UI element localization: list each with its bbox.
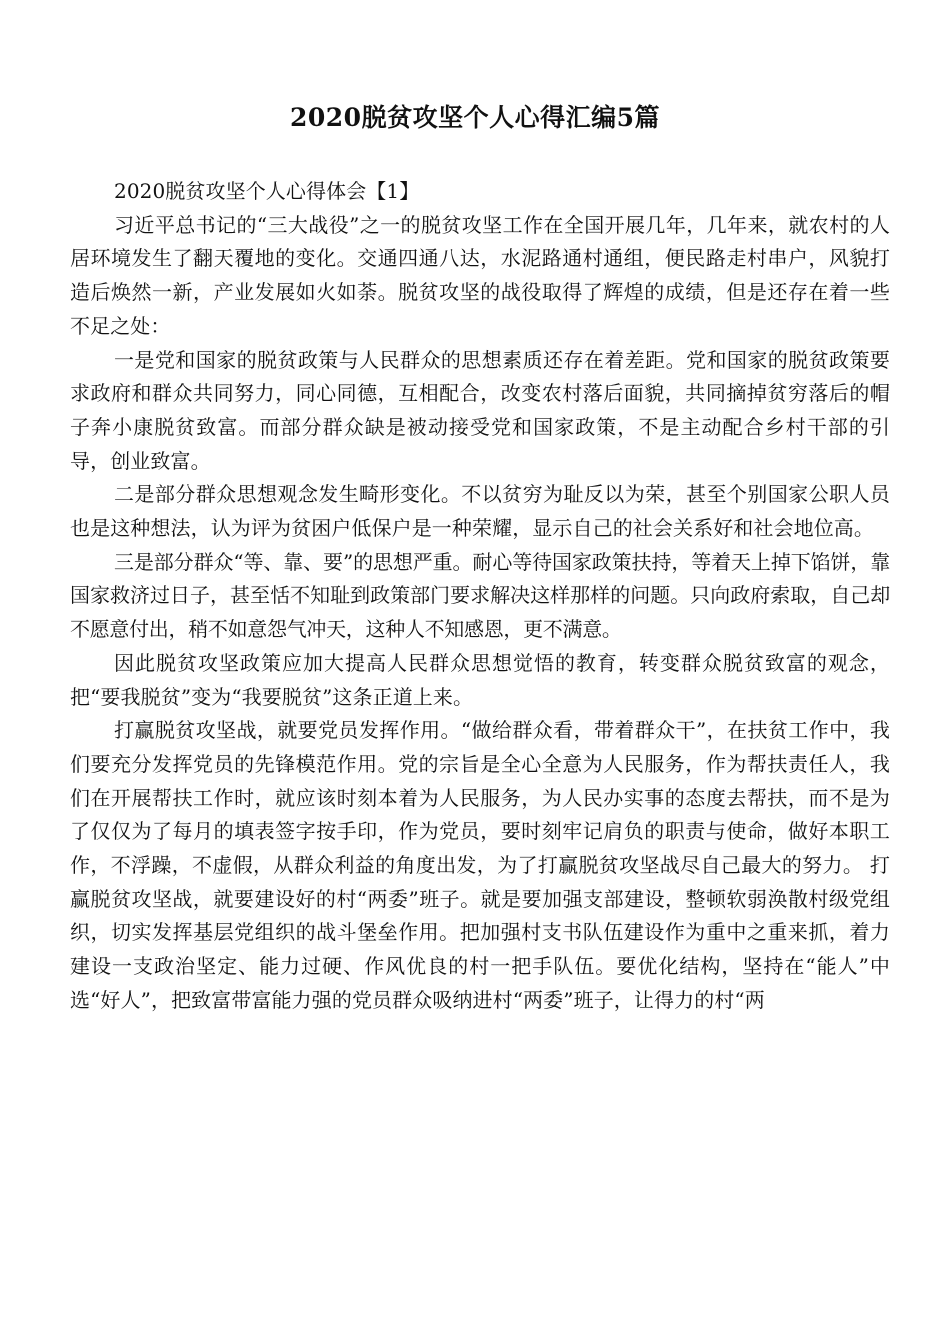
paragraph-point-three: 三是部分群众“等、靠、要”的思想严重。耐心等待国家政策扶持，等着天上掉下馅饼，靠国家救济过日子，甚至恬不知耻到政策部门要求解决这样那样的问题。只向政府索取，自己却不愿意付出，稍不如意怨气冲天，这种人不知感恩，更不满意。	[70, 549, 890, 642]
paragraph-intro: 习近平总书记的“三大战役”之一的脱贫攻坚工作在全国开展几年，几年来，就农村的人居环境发生了翻天覆地的变化。交通四通八达，水泥路通村通组，便民路走村串户，风貌打造后焕然一新，产业发展如火如荼。脱贫攻坚的战役取得了辉煌的成绩，但是还存在着一些不足之处：	[70, 212, 890, 338]
document-body	[70, 175, 890, 1018]
section-heading: 2020脱贫攻坚个人心得体会【1】	[114, 179, 420, 203]
paragraph-point-one: 一是党和国家的脱贫政策与人民群众的思想素质还存在着差距。党和国家的脱贫政策要求政府和群众共同努力，同心同德，互相配合，改变农村落后面貌，共同摘掉贫穷落后的帽子奔小康脱贫致富。而部分群众缺是被动接受党和国家政策，不是主动配合乡村干部的引导，创业致富。	[70, 347, 890, 473]
paragraph-conclusion: 因此脱贫攻坚政策应加大提高人民群众思想觉悟的教育，转变群众脱贫致富的观念，把“要我脱贫”变为“我要脱贫”这条正道上来。	[70, 650, 890, 709]
document-title: 2020脱贫攻坚个人心得汇编5篇	[290, 103, 660, 132]
paragraph-point-two: 二是部分群众思想观念发生畸形变化。不以贫穷为耻反以为荣，甚至个别国家公职人员也是这种想法，认为评为贫困户低保户是一种荣耀，显示自己的社会关系好和社会地位高。	[70, 482, 890, 541]
paragraph-party-role: 打赢脱贫攻坚战，就要党员发挥作用。“做给群众看，带着群众干”，在扶贫工作中，我们要充分发挥党员的先锋模范作用。党的宗旨是全心全意为人民服务，作为帮扶责任人，我们在开展帮扶工作时，就应该时刻本着为人民服务，为人民办实事的态度去帮扶，而不是为了仅仅为了每月的填表签字按手印，作为党员，要时刻牢记肩负的职责与使命，做好本职工作，不浮躁，不虚假，从群众利益的角度出发，为了打赢脱贫攻坚战尽自己最大的努力。 打赢脱贫攻坚战，就要建设好的村“两委”班子。就是要加强支部建设，整顿软弱涣散村级党组织，切实发挥基层党组织的战斗堡垒作用。把加强村支书队伍建设作为重中之重来抓，着力建设一支政治坚定、能力过硬、作风优良的村一把手队伍。要优化结构，坚持在“能人”中选“好人”，把致富带富能力强的党员群众吸纳进村“两委”班子，让得力的村“两	[70, 718, 890, 1012]
